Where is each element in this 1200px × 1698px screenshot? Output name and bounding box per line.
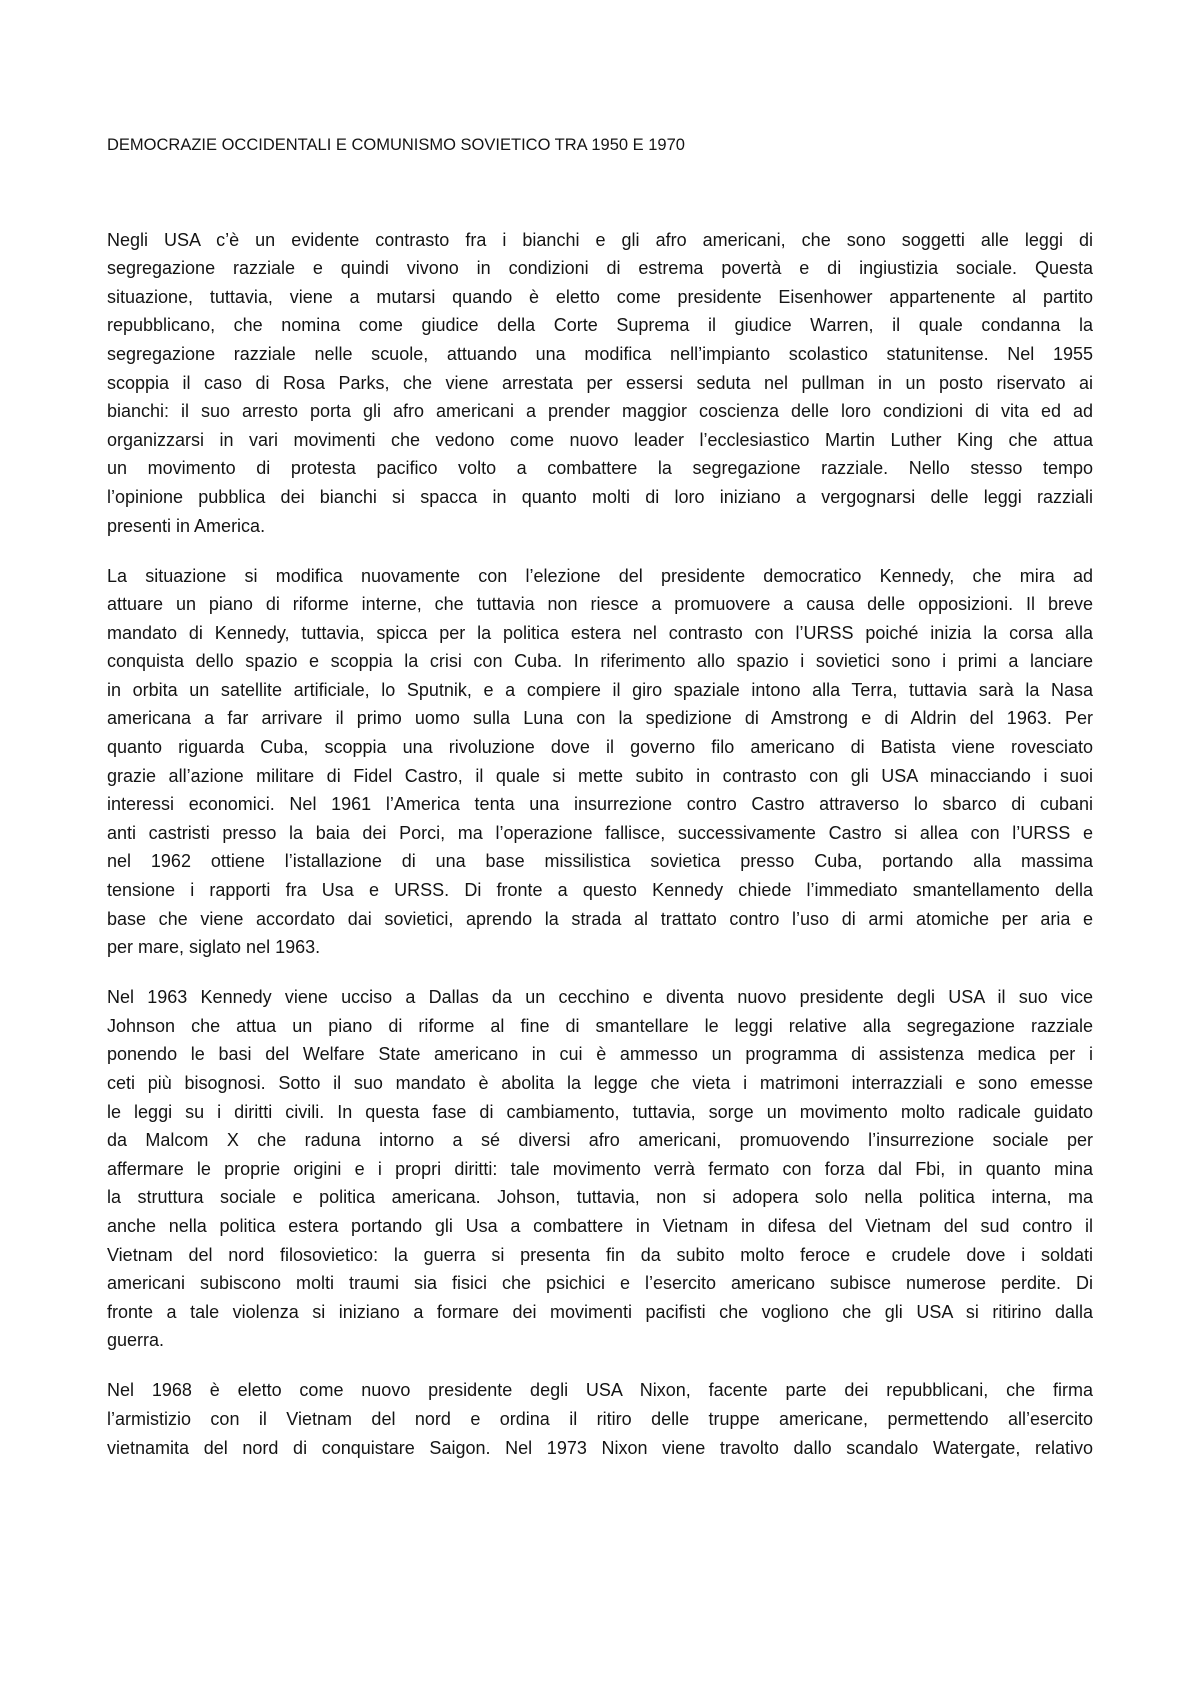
text-line: per mare, siglato nel 1963.: [107, 937, 321, 958]
text-line: americana a far arrivare il primo uomo sulla Luna con la spedizione di Amstrong e di Aldrin del 1963. Per: [107, 708, 1093, 729]
paragraph-4: [107, 1376, 1093, 1462]
text-line: l’opinione pubblica dei bianchi si spacca in quanto molti di loro iniziano a vergognarsi delle leggi razziali: [107, 486, 1093, 507]
text-line: l’armistizio con il Vietnam del nord e ordina il ritiro delle truppe americane, permettendo all’esercito: [107, 1408, 1093, 1429]
text-line: conquista dello spazio e scoppia la crisi con Cuba. In riferimento allo spazio i sovietici sono i primi a lanciare: [107, 651, 1093, 672]
text-line: anche nella politica estera portando gli Usa a combattere in Vietnam in difesa del Vietnam del sud contro il: [107, 1215, 1093, 1236]
text-line: Vietnam del nord filosovietico: la guerra si presenta fin da subito molto feroce e crudele dove i soldati: [107, 1244, 1093, 1265]
text-line: anti castristi presso la baia dei Porci, ma l’operazione fallisce, successivamente Castro si allea con l’URSS e: [107, 822, 1093, 843]
text-line: vietnamita del nord di conquistare Saigon. Nel 1973 Nixon viene travolto dallo scandalo Watergate, relativo: [107, 1437, 1093, 1458]
text-line: affermare le proprie origini e i propri diritti: tale movimento verrà fermato con forza dal Fbi, in quanto mina: [107, 1158, 1093, 1179]
text-line: americani subiscono molti traumi sia fisici che psichici e l’esercito americano subisce numerose perdite. Di: [107, 1273, 1093, 1294]
text-line: da Malcom X che raduna intorno a sé diversi afro americani, promuovendo l’insurrezione sociale per: [107, 1130, 1093, 1151]
text-line: tensione i rapporti fra Usa e URSS. Di fronte a questo Kennedy chiede l’immediato smantellamento della: [107, 880, 1093, 901]
text-line: quanto riguarda Cuba, scoppia una rivoluzione dove il governo filo americano di Batista viene rovesciato: [107, 737, 1093, 758]
text-line: ponendo le basi del Welfare State americano in cui è ammesso un programma di assistenza medica per i: [107, 1044, 1093, 1065]
text-line: La situazione si modifica nuovamente con l’elezione del presidente democratico Kennedy, che mira ad: [107, 565, 1093, 586]
text-line: organizzarsi in vari movimenti che vedono come nuovo leader l’ecclesiastico Martin Luther King che attua: [107, 429, 1093, 450]
text-line: Johnson che attua un piano di riforme al fine di smantellare le leggi relative alla segregazione razziale: [107, 1015, 1093, 1036]
text-line: grazie all’azione militare di Fidel Castro, il quale si mette subito in contrasto con gli USA minacciando i suoi: [107, 765, 1093, 786]
text-line: Nel 1963 Kennedy viene ucciso a Dallas da un cecchino e diventa nuovo presidente degli USA il suo vice: [107, 987, 1093, 1008]
document-title: DEMOCRAZIE OCCIDENTALI E COMUNISMO SOVIETICO TRA 1950 E 1970: [107, 136, 685, 154]
text-line: Negli USA c’è un evidente contrasto fra i bianchi e gli afro americani, che sono soggetti alle leggi di: [107, 229, 1093, 250]
text-line: nel 1962 ottiene l’istallazione di una base missilistica sovietica presso Cuba, portando alla massima: [107, 851, 1093, 872]
text-line: un movimento di protesta pacifico volto a combattere la segregazione razziale. Nello stesso tempo: [107, 458, 1093, 479]
text-line: guerra.: [107, 1330, 165, 1351]
text-line: situazione, tuttavia, viene a mutarsi quando è eletto come presidente Eisenhower appartenente al partito: [107, 286, 1093, 307]
paragraph-3: [107, 983, 1093, 1355]
paragraph-2: [107, 562, 1093, 962]
text-line: in orbita un satellite artificiale, lo Sputnik, e a compiere il giro spaziale intono alla Terra, tuttavia sarà la Nasa: [107, 679, 1093, 700]
text-line: fronte a tale violenza si iniziano a formare dei movimenti pacifisti che vogliono che gli USA si ritirino dalla: [107, 1301, 1093, 1322]
text-line: attuare un piano di riforme interne, che tuttavia non riesce a promuovere a causa delle opposizioni. Il breve: [107, 594, 1093, 615]
text-line: segregazione razziale nelle scuole, attuando una modifica nell’impianto scolastico statunitense. Nel 1955: [107, 343, 1093, 364]
text-line: presenti in America.: [107, 515, 266, 536]
text-line: bianchi: il suo arresto porta gli afro americani a prender maggior coscienza delle loro condizioni di vita ed ad: [107, 401, 1093, 422]
text-line: ceti più bisognosi. Sotto il suo mandato è abolita la legge che vieta i matrimoni interrazziali e sono emesse: [107, 1073, 1093, 1093]
text-line: scoppia il caso di Rosa Parks, che viene arrestata per essersi seduta nel pullman in un posto riservato ai: [107, 372, 1093, 393]
text-line: base che viene accordato dai sovietici, aprendo la strada al trattato contro l’uso di armi atomiche per aria e: [107, 908, 1093, 929]
text-line: repubblicano, che nomina come giudice della Corte Suprema il giudice Warren, il quale condanna la: [107, 315, 1093, 336]
text-line: Nel 1968 è eletto come nuovo presidente degli USA Nixon, facente parte dei repubblicani, che firma: [107, 1380, 1093, 1401]
text-line: segregazione razziale e quindi vivono in condizioni di estrema povertà e di ingiustizia sociale. Questa: [107, 258, 1093, 279]
paragraph-1: [107, 226, 1093, 541]
text-line: interessi economici. Nel 1961 l’America tenta una insurrezione contro Castro attraverso lo sbarco di cubani: [107, 794, 1093, 815]
text-line: le leggi su i diritti civili. In questa fase di cambiamento, tuttavia, sorge un movimento molto radicale guidato: [107, 1101, 1093, 1122]
text-line: mandato di Kennedy, tuttavia, spicca per la politica estera nel contrasto con l’URSS poiché inizia la corsa alla: [107, 622, 1093, 643]
text-line: la struttura sociale e politica americana. Johson, tuttavia, non si adopera solo nella politica interna, ma: [107, 1187, 1093, 1208]
